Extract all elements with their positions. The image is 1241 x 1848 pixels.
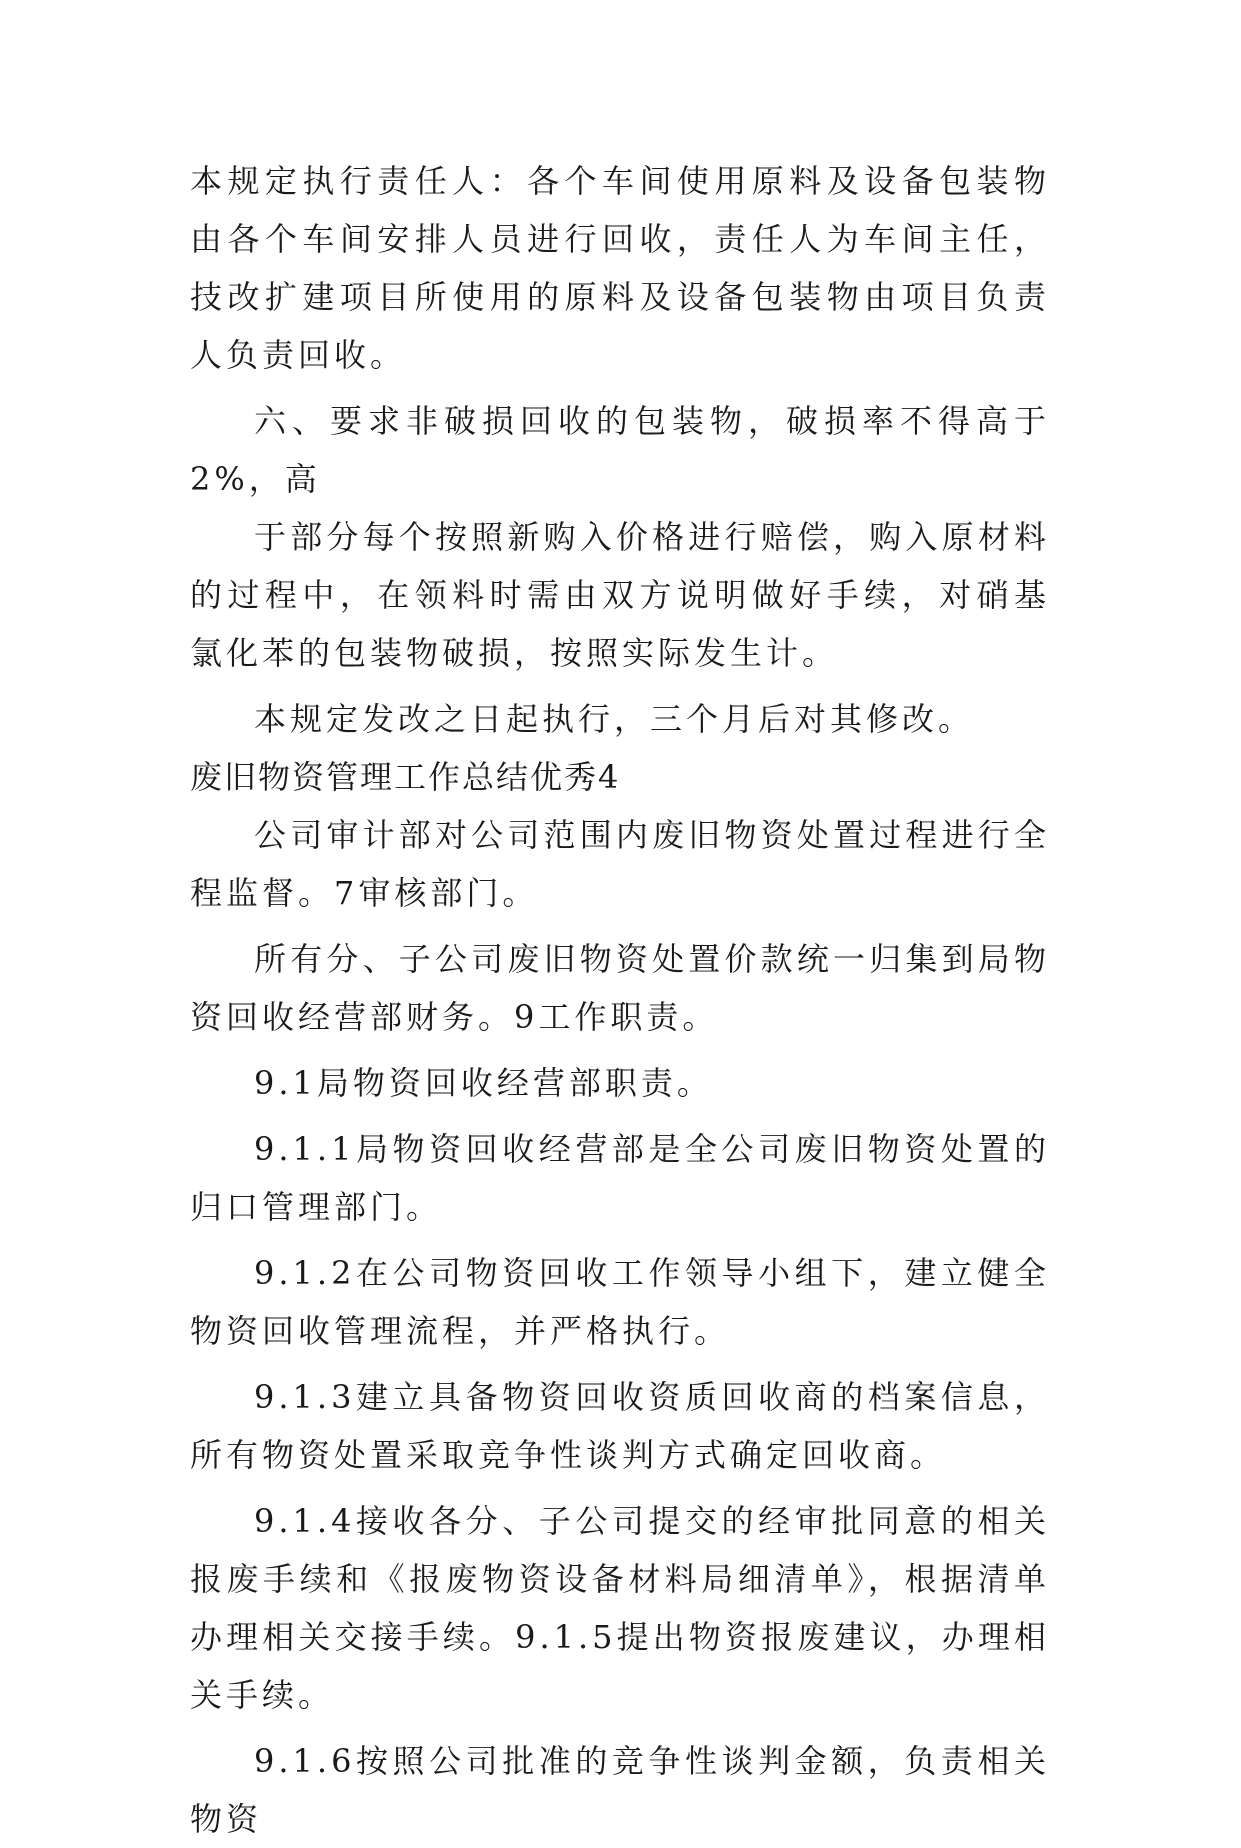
paragraph-audit: 公司审计部对公司范围内废旧物资处置过程进行全程监督。7审核部门。 xyxy=(190,816,1050,912)
paragraph-9-1-6: 9.1.6按照公司批准的竞争性谈判金额，负责相关物资 xyxy=(190,1742,1050,1838)
paragraph-effective-date: 本规定发改之日起执行，三个月后对其修改。 xyxy=(254,700,975,738)
document-body xyxy=(190,152,1050,1848)
paragraph-section-six: 六、要求非破损回收的包装物，破损率不得高于2%，高 xyxy=(190,402,1050,498)
paragraph-9-1: 9.1局物资回收经营部职责。 xyxy=(254,1064,713,1102)
paragraph-9-1-4: 9.1.4接收各分、子公司提交的经审批同意的相关报废手续和《报废物资设备材料局细清单》，根据清单办理相关交接手续。9.1.5提出物资报废建议，办理相关手续。 xyxy=(190,1502,1050,1714)
section-heading: 废旧物资管理工作总结优秀4 xyxy=(190,758,621,796)
paragraph-responsibility: 本规定执行责任人：各个车间使用原料及设备包装物由各个车间安排人员进行回收，责任人为车间主任，技改扩建项目所使用的原料及设备包装物由项目负责人负责回收。 xyxy=(190,162,1050,374)
paragraph-9-1-3: 9.1.3建立具备物资回收资质回收商的档案信息，所有物资处置采取竞争性谈判方式确定回收商。 xyxy=(190,1378,1050,1474)
paragraph-compensation: 于部分每个按照新购入价格进行赔偿，购入原材料的过程中，在领料时需由双方说明做好手续，对硝基氯化苯的包装物破损，按照实际发生计。 xyxy=(190,518,1050,672)
paragraph-9-1-2: 9.1.2在公司物资回收工作领导小组下，建立健全物资回收管理流程，并严格执行。 xyxy=(190,1254,1050,1350)
paragraph-9-1-1: 9.1.1局物资回收经营部是全公司废旧物资处置的归口管理部门。 xyxy=(190,1130,1050,1226)
paragraph-proceeds: 所有分、子公司废旧物资处置价款统一归集到局物资回收经营部财务。9工作职责。 xyxy=(190,940,1050,1036)
